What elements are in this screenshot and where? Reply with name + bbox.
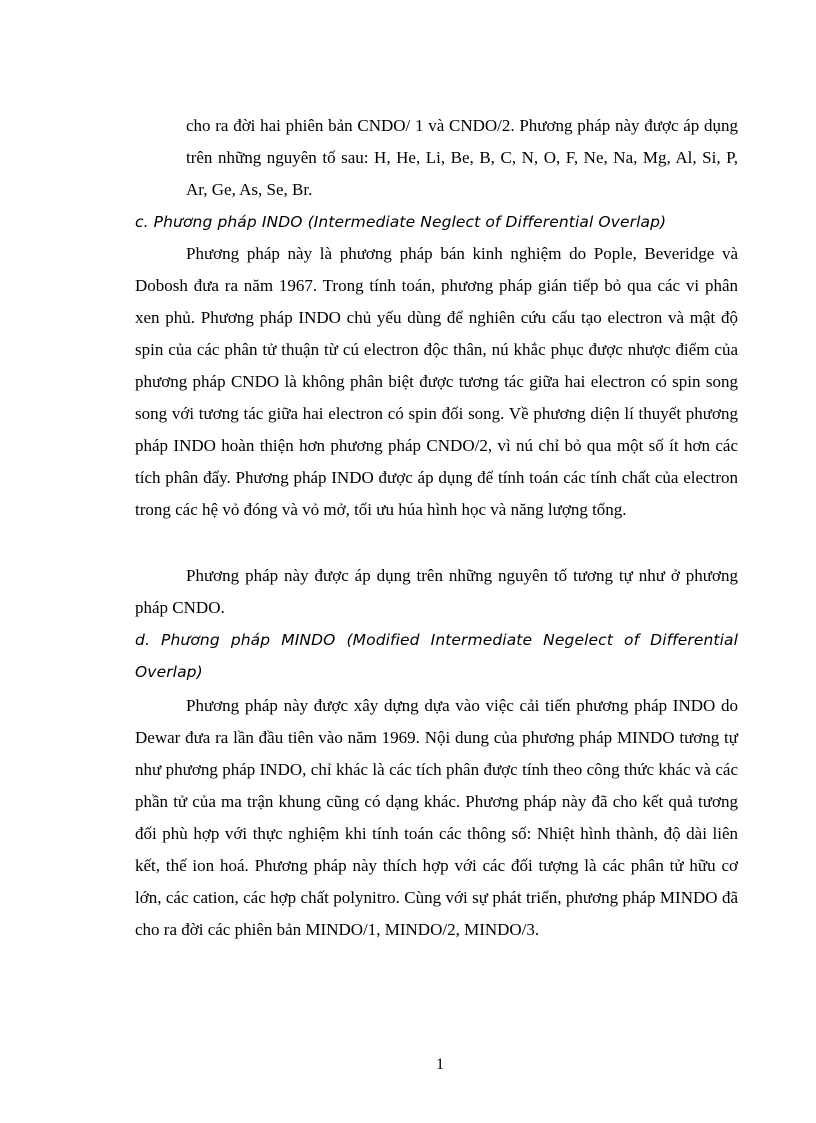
paragraph-cndo-continuation: cho ra đời hai phiên bản CNDO/ 1 và CNDO/2. Phương pháp này được áp dụng trên những nguyên tố sau: H, He, Li, Be, B, C, N, O, F, Ne, Na, Mg, Al, Si, P, Ar, Ge, As, Se, Br. bbox=[186, 116, 738, 199]
section-heading-mindo: d. Phương pháp MINDO (Modified Intermediate Negelect of Differential Overlap) bbox=[135, 631, 738, 681]
paragraph-indo-elements: Phương pháp này được áp dụng trên những nguyên tố tương tự như ở phương pháp CNDO. bbox=[135, 566, 738, 617]
section-heading-indo: c. Phương pháp INDO (Intermediate Neglect of Differential Overlap) bbox=[135, 213, 667, 231]
page-number: 1 bbox=[436, 1056, 444, 1073]
paragraph-indo-description: Phương pháp này là phương pháp bán kinh nghiệm do Pople, Beveridge và Dobosh đưa ra năm 1967. Trong tính toán, phương pháp gián tiếp bỏ qua các vi phân xen phủ. Phương pháp INDO chủ yếu dùng để nghiên cứu cấu tạo electron và mật độ spin của các phân tử thuận từ cú electron độc thân, nú khắc phục được nhược điểm của phương pháp CNDO là không phân biệt được tương tác giữa hai electron có spin song song với tương tác giữa hai electron có spin đối song. Về phương diện lí thuyết phương pháp INDO hoàn thiện hơn phương pháp CNDO/2, vì nú chỉ bỏ qua một số ít hơn các tích phân đẩy. Phương pháp INDO được áp dụng để tính toán các tính chất của electron trong các hệ vỏ đóng và vỏ mở, tối ưu húa hình học và năng lượng tổng. bbox=[135, 244, 738, 519]
paragraph-mindo-description: Phương pháp này được xây dựng dựa vào việc cải tiến phương pháp INDO do Dewar đưa ra lần đầu tiên vào năm 1969. Nội dung của phương pháp MINDO tương tự như phương pháp INDO, chỉ khác là các tích phân được tính theo công thức khác và các phần tử của ma trận khung cũng có dạng khác. Phương pháp này đã cho kết quả tương đối phù hợp với thực nghiệm khi tính toán các thông số: Nhiệt hình thành, độ dài liên kết, thế ion hoá. Phương pháp này thích hợp với các đối tượng là các phân tử hữu cơ lớn, các cation, các hợp chất polynitro. Cùng với sự phát triển, phương pháp MINDO đã cho ra đời các phiên bản MINDO/1, MINDO/2, MINDO/3. bbox=[135, 696, 738, 939]
